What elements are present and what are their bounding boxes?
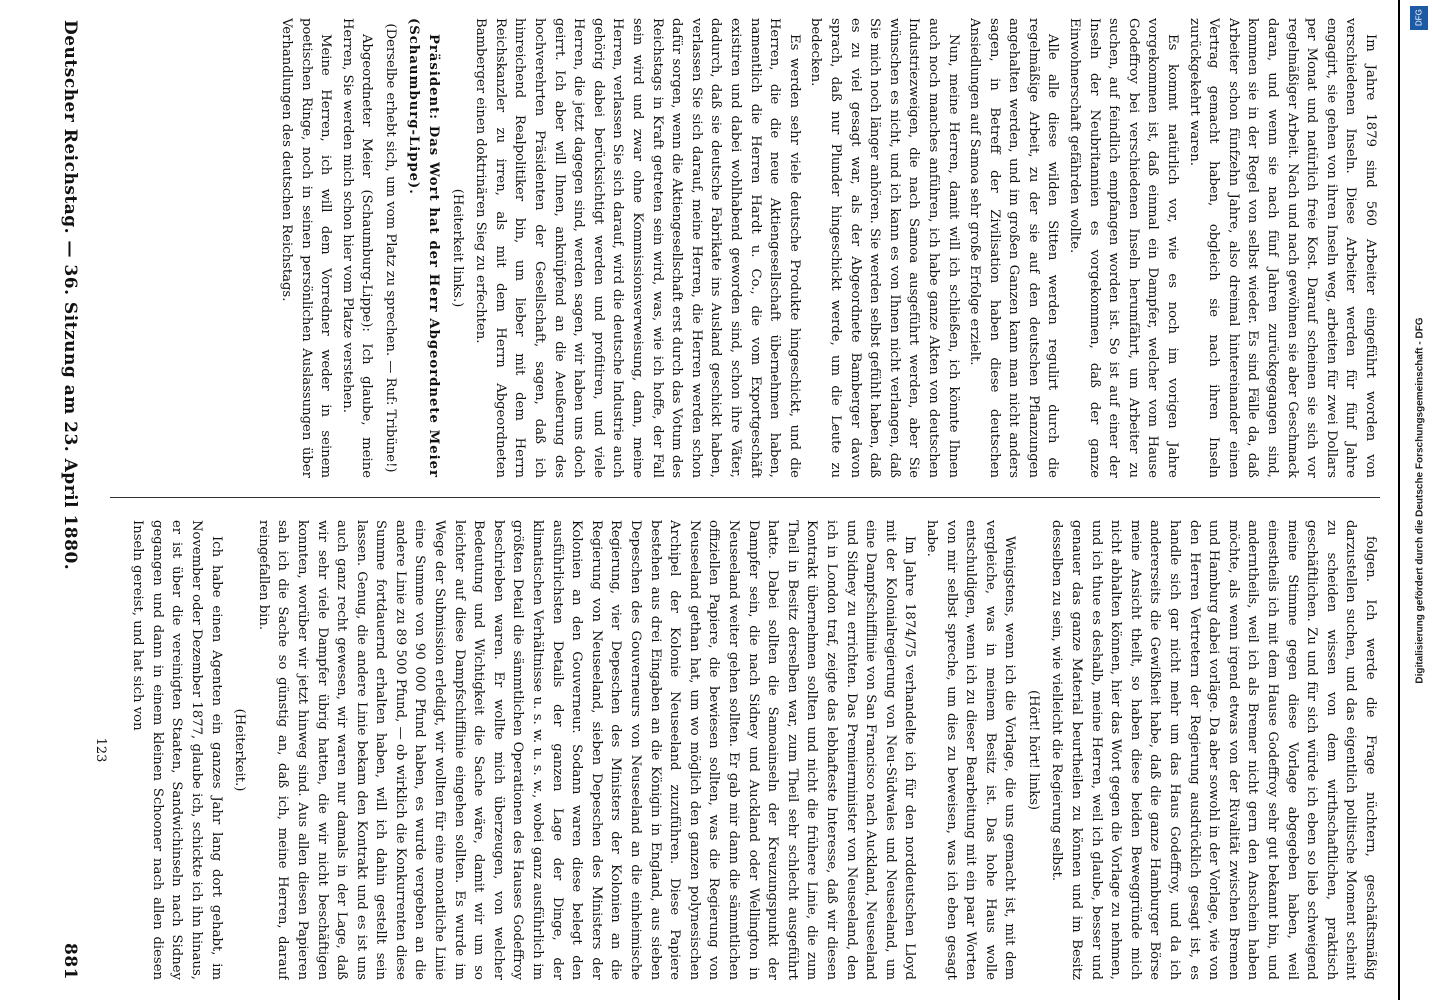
right-column <box>110 520 1380 980</box>
paragraph: folgen. Ich werde die Frage nüchtern, geschäftsmäßig darzustellen suchen, und das eigentlich politische Moment scheint zu scheiden wissen von dem wirthschaftlichen, praktisch geschäftlichen. Zu und für sich würde ich eben so lieb schweigend meine Stimme gegen diese Vorlage abgegeben haben, weil einestheils ich mit dem Hause Godeffroy sehr gut bekannt bin, und anderntheils, weil ich als Bremer nicht gern den Anschein haben möchte, als wenn irgend etwas von der Rivalität zwischen Bremen und Hamburg dabei vorläge. Da aber sowohl in der Vorlage, wie von den Herren Vertretern der Regierung ausdrücklich gesagt ist, es handle sich gar nicht mehr um das Haus Godeffroy, und da ich andererseits die Gewißheit habe, daß die ganze Hamburger Börse meine Ansicht theilt, so haben diese beiden Beweggründe mich nicht abhalten können, hier das Wort gegen die Vorlage zu nehmen, und ich thue es deshalb, meine Herren, weil ich glaube, besser und genauer das ganze Material beurtheilen zu können und im Besitz desselben zu sein, wie vielleicht die Regierung selbst. <box>1049 520 1378 980</box>
page-header-title: Deutscher Reichstag. — 36. Sitzung am 23. April 1880. <box>60 20 80 571</box>
paragraph: Im Jahre 1879 sind 560 Arbeiter eingeführt worden von verschiedenen Inseln. Diese Arbeiter werden für fünf Jahre engagirt, sie gehen von ihren Inseln weg, arbeiten für zwei Dollars per Monat und natürlich freie Kost. Darauf scheinen sie sich vor regelmäßiger Arbeit. Nach und nach gewöhnen sie aber Geschmack daran, und wenn sie nach fünf Jahren zurückgegangen sind, kommen sie in der Regel von selbst wieder. Es sind Fälle da, daß Arbeiter schon fünfzehn Jahre, also dreimal hintereinander einen Vertrag gemacht haben, obgleich sie nach ihren Inseln zurückgekehrt waren. <box>1186 18 1378 478</box>
paragraph: Nun, meine Herren, damit will ich schließen, ich könnte Ihnen auch noch manches anführen, ich habe ganze Akten von deutschen Industriezweigen, die nach Samoa ausgeführt werden, aber Sie wünschen es nicht, und ich kann es von Ihnen nicht verlangen, daß Sie mich noch länger anhören. Sie werden selbst gefühlt haben, daß es zu viel gesagt war, als der Abgeordnete Bamberger davon sprach, daß nur Plunder hingeschickt werde, um die Leute zu bedecken. <box>808 18 961 478</box>
paragraph: Ich habe einen Agenten ein ganzes Jahr lang dort gehabt, im November oder Dezember 1877, glaube ich, schickte ich ihn hinaus, er ist über die vereinigten Staaten, Sandwichinseln nach Sidney gegangen und dann in einem kleinen Schooner nach allen diesen Inseln gereist, und hat sich von <box>130 520 224 980</box>
digitization-credit <box>1408 0 1432 1000</box>
paragraph: Alle alle diese wilden Sitten werden regulirt durch die regelmäßige Arbeit, zu der sie auf den deutschen Pflanzungen angehalten werden, und im großen Ganzen kann man nicht anders sagen, in Betreff der Zivilisation haben diese deutschen Ansiedlungen auf Samoa sehr große Erfolge erzielt. <box>967 18 1061 478</box>
speaker-paragraph: Präsident: Das Wort hat der Herr Abgeordnete Meier (Schaumburg-Lippe). <box>406 18 442 478</box>
left-column <box>110 18 1380 478</box>
column-divider <box>110 497 1380 498</box>
credit-text: Digitalisierung gefördert durch die Deutsche Forschungsgemeinschaft - DFG <box>1414 316 1426 684</box>
reaction-note: (Heiterkeit.) <box>232 708 248 792</box>
page-header <box>50 20 90 980</box>
paragraph: Abgeordneter Meier (Schaumburg-Lippe): Ich glaube, meine Herren, Sie werden mich schon hier vom Platze verstehen. <box>339 18 375 478</box>
stage-note: (Derselbe erhebt sich, um vom Platz zu sprechen. — Ruf: Tribüne!) <box>382 23 398 473</box>
reaction-note: (Heiterkeit links.) <box>449 188 465 308</box>
page-number: 881 <box>60 943 80 980</box>
paragraph: Es kommt natürlich vor, wie es noch im vorigen Jahre vorgekommen ist, daß einmal ein Dampfer, welcher vom Hause Godeffroy bei verschiedenen Inseln herumfährt, um Arbeiter zu suchen, auf feindlich empfangen worden ist. So ist auf einer der Inseln der Neubritannien es vorgekommen, daß der ganze Einwohnerschaft gefährden wollte. <box>1067 18 1181 478</box>
signature-number: 123 <box>93 737 108 763</box>
paragraph: Es werden sehr viele deutsche Produkte hingeschickt, und die Herren, die die neue Aktiengesellschaft übernehmen haben, namentlich die Herren Hardt u. Co., die vom Exportgeschäft existiren und dabei wohlhabend geworden sind, schon ihre Väter, dadurch, daß sie deutsche Fabrikate ins Ausland geschickt haben, verlassen Sie sich darauf, meine Herren, die Herren werden schon dafür sorgen, wenn die Aktiengesellschaft erst durch das Votum des Reichstags in Kraft getreten sein wird, was, wie ich hoffe, der Fall sein wird und zwar ohne Kommissionsverweisung, dann, meine Herren, verlassen Sie sich darauf, wird die deutsche Industrie auch gehörig dabei berücksichtigt werden und profitiren, und viele Herren, die jetzt dagegen sind, werden sagen, wir haben uns doch geirrt. Ich aber will Ihnen, anknüpfend an die Aeußerung des hochverehrten Präsidenten der Gesellschaft, sagen, daß ich hinreichend Realpolitiker bin, um lieber mit dem Herrn Reichskanzler zu irren, als mit dem Herrn Abgeordneten Bamberger einen doktrinären Sieg zu erfechten. <box>473 18 802 478</box>
paragraph: Wenigstens, wenn ich die Vorlage, die uns gemacht ist, mit dem vergleiche, was in meinem Besitz ist. Das hohe Haus wolle entschuldigen, wenn ich zu dieser Bearbeitung mit ein paar Worten von mir selbst spreche, um dies zu beweisen, was ich eben gesagt habe. <box>923 520 1018 980</box>
rotated-page <box>20 0 1400 1000</box>
dfg-logo-icon: DFG <box>1410 6 1428 30</box>
paragraph: Im Jahre 1874/75 verhandelte ich für den norddeutschen Lloyd mit der Kolonialregierung von Neu-Südwales und Neuseeland, um eine Dampfschifflinie von San Francisco nach Auckland, Neuseeland und Sidney zu errichten. Das Premierminister von Neuseeland, den ich in London traf, zeigte das lebhafteste Interesse, daß wir diesen Kontrakt übernehmen sollten und nicht die frühere Linie, die zum Theil in Besitz derselben war, zum Theil sehr schlecht ausgeführt hatte. Dabei sollten die Samoainseln der Kreuzungspunkt der Dampfer sein, die nach Sidney und Auckland oder Wellington in Neuseeland weiter gehen sollten. Er gab mir dann die sämmtlichen offiziellen Papiere, die bewiesen sollten, was die Regierung von Neuseeland gethan hat, um wo möglich den ganzen polynesischen Archipel der Kolonie Neuseeland zuzuführen. Diese Papiere bestehen aus drei Eingaben an die Königin in England, aus sieben Depeschen des Gouverneurs von Neuseeland an die einheimische Regierung, vier Depeschen des Ministers der Kolonien an die Regierung von Neuseeland, sieben Depeschen des Ministers der Kolonien an den Gouverneur. Sodann waren diese belegt den ausführlichsten Details der ganzen Lage der Dinge, der klimatischen Verhältnisse u. s. w. u. s. w., wobei ganz ausführlich im größten Detail die sämmtlichen Operationen des Hauses Godeffroy beschrieben waren. Er wollte mich überzeugen, von welcher Bedeutung und Wichtigkeit die Sache wäre, damit wir um so leichter auf diese Dampfschifflinie eingehen sollten. Es wurde im Wege der Submission erledigt, wir wollten für eine monatliche Linie eine Summe von 90 000 Pfund haben, es wurde vergeben an die andere Linie zu 89 500 Pfund, — ob wirklich die Konkurrenten diese Summe fortdauernd erhalten haben, will ich dahin gestellt sein lassen. Genug, die andere Linie bekam den Kontrakt und es ist uns auch ganz recht gewesen, wir waren nur damals in der Lage, daß wir sehr viele Dampfer übrig hatten, die wir nicht beschäftigen konnten, worüber wir jetzt hinweg sind. Aus allen diesen Papieren sah ich die Sache so günstig an, daß ich, meine Herren, darauf reingefallen bin. <box>255 520 918 980</box>
paragraph: Meine Herren, ich will dem Vorredner weder in seinem poetischen Ringe, noch in seinen persönlichen Auslassungen über Verhandlungen des deutschen Reichstags. <box>278 18 334 478</box>
reaction-note: (Hört! hört! links) <box>1025 689 1041 811</box>
